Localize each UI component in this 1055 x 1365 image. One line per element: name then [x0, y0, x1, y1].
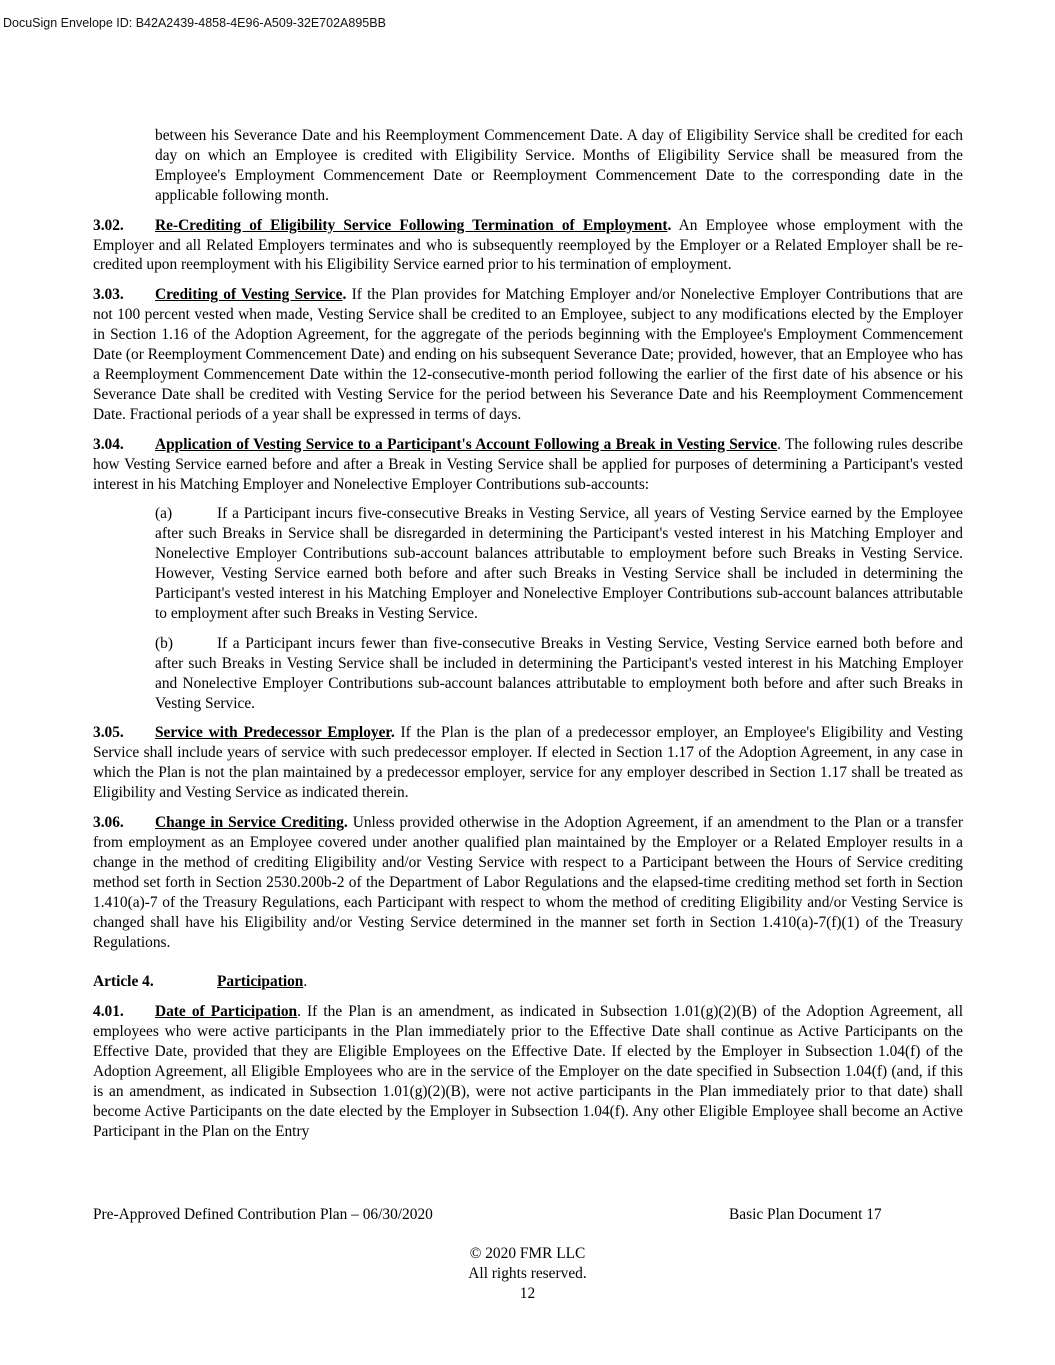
page-number: 12 [519, 1285, 536, 1302]
section-heading: Application of Vesting Service to a Participant's Account Following a Break in Vesting Service [155, 435, 778, 453]
subsection-b [155, 634, 963, 714]
section-heading: Crediting of Vesting Service [155, 286, 343, 304]
section-number: 3.02. [93, 216, 124, 234]
section-heading-punct: . [343, 814, 348, 832]
section-number: 3.05. [93, 724, 124, 742]
section-3-05 [93, 723, 963, 803]
copyright-block [0, 1244, 1055, 1304]
docusign-envelope-id: DocuSign Envelope ID: B42A2439-4858-4E96-A509-32E702A895BB [3, 16, 386, 30]
section-body: Unless provided otherwise in the Adoption Agreement, if an amendment to the Plan or a transfer from employment as an Employee covered under another qualified plan maintained by the Employer or a Related Employer results in a change in the method of crediting Eligibility and/or Vesting Service with respect to a Participant between the Hours of Service crediting method set forth in Section 2530.200b-2 of the Department of Labor Regulations and the elapsed-time crediting method set forth in Section 1.410(a)-7 of the Treasury Regulations, each Participant with respect to whom the method of crediting Eligibility and/or Vesting Service is changed shall have his Eligibility and/or Vesting Service determined in the manner set forth in Section 1.410(a)-7(f)(1) of the Treasury Regulations. [93, 814, 963, 951]
section-body: An Employee whose employment with the Employer and all Related Employers terminates and who is subsequently reemployed by the Employer or a Related Employer shall be re-credited upon reemployment with his Eligibility Service earned prior to his termination of employment. [93, 216, 963, 274]
footer-plan-title: Pre-Approved Defined Contribution Plan – 06/30/2020 [93, 1206, 433, 1223]
section-3-04 [93, 435, 963, 495]
footer-document-page: Basic Plan Document 17 [729, 1206, 882, 1223]
section-3-03 [93, 285, 963, 424]
section-number: 3.03. [93, 286, 124, 304]
copyright-text: © 2020 FMR LLC [469, 1245, 586, 1262]
section-heading-punct: . [777, 435, 781, 453]
section-4-01 [93, 1002, 963, 1141]
subsection-text: If a Participant incurs five-consecutive Breaks in Vesting Service, all years of Vesting Service earned by the Employee after such Breaks in Service shall be disregarded in determining the Participant's vested interest in his Matching Employer and Nonelective Employer Contributions sub-account balances attributable to employment before such Breaks in Vesting Service. However, Vesting Service earned both before and after such Breaks in Vesting Service shall be included in determining the Participant's vested interest in his Matching Employer and Nonelective Employer Contributions sub-account balances attributable to employment after such Breaks in Vesting Service. [155, 505, 963, 622]
section-body: The following rules describe how Vesting Service earned before and after a Break in Vesting Service shall be applied for purposes of determining a Participant's vested interest in his Matching Employer and Nonelective Employer Contributions sub-accounts: [93, 435, 963, 493]
section-body: If the Plan is the plan of a predecessor employer, an Employee's Eligibility and Vesting Service shall include years of service with such predecessor employer. If elected in Section 1.17 of the Adoption Agreement, in any case in which the Plan is not the plan maintained by a predecessor employer, service for any employer described in Section 1.17 shall be treated as Eligibility and Vesting Service as indicated therein. [93, 724, 964, 802]
article-title-punct: . [303, 973, 308, 991]
section-number: 3.04. [93, 435, 124, 453]
section-3-06 [93, 813, 963, 952]
subsection-label: (a) [155, 505, 173, 523]
subsection-a [155, 504, 963, 623]
article-4-heading [93, 972, 963, 992]
rights-text: All rights reserved. [468, 1265, 587, 1282]
section-number: 3.06. [93, 814, 124, 832]
section-heading: Service with Predecessor Employer [155, 724, 391, 742]
section-3-02 [93, 216, 963, 276]
document-body [93, 126, 963, 1152]
continuation-paragraph: between his Severance Date and his Reemployment Commencement Date. A day of Eligibility Service shall be credited for each day on which an Employee is credited with Eligibility Service. Months of Eligibility Service shall be measured from the Employee's Employment Commencement Date or Reemployment Commencement Date to the corresponding date in the applicable following month. [155, 127, 963, 204]
section-heading-punct: . [667, 216, 672, 234]
subsection-label: (b) [155, 634, 173, 652]
section-body: . If the Plan is an amendment, as indicated in Subsection 1.01(g)(2)(B) of the Adoption Agreement, all employees who were active participants in the Plan immediately prior to the Effective Date shall continue as Active Participants on the Effective Date, provided that they are Eligible Employees on the Effective Date. If elected by the Employer in Subsection 1.04(f) of the Adoption Agreement, all Eligible Employees who are in the service of the Employer on the date specified in Subsection 1.04(f) (and, if this is an amendment, as indicated in Subsection 1.01(g)(2)(B), were not active participants in the Plan immediately prior to that date) shall become Active Participants on the date elected by the Employer in Subsection 1.04(f). Any other Eligible Employee shall become an Active Participant in the Plan on the Entry [93, 1003, 964, 1140]
article-number: Article 4. [93, 973, 154, 991]
section-heading-punct: . [342, 286, 347, 304]
section-heading: Re-Crediting of Eligibility Service Following Termination of Employment [155, 216, 668, 234]
section-heading-punct: . [390, 724, 395, 742]
subsection-text: If a Participant incurs fewer than five-consecutive Breaks in Vesting Service, Vesting Service earned both before and after such Breaks in Vesting Service shall be included in determining the Participant's vested interest in his Matching Employer and Nonelective Employer Contributions sub-account balances attributable to employment both before and after such Breaks in Vesting Service. [155, 634, 963, 712]
section-number: 4.01. [93, 1003, 124, 1021]
section-heading: Change in Service Crediting [155, 814, 344, 832]
section-body: If the Plan provides for Matching Employer and/or Nonelective Employer Contributions that are not 100 percent vested when made, Vesting Service shall be credited to an Employee, subject to any modifications elected by the Employer in Section 1.16 of the Adoption Agreement, for the aggregate of the periods beginning with the Employee's Employment Commencement Date (or Reemployment Commencement Date) and ending on his subsequent Severance Date; provided, however, that an Employee who has a Reemployment Commencement Date within the 12-consecutive-month period following the earlier of the first date of his absence or his Severance Date shall be credited with Vesting Service for the period between his Severance Date and his Reemployment Commencement Date. Fractional periods of a year shall be expressed in terms of days. [93, 286, 963, 423]
section-heading: Date of Participation [155, 1003, 298, 1021]
article-title: Participation [217, 973, 304, 991]
